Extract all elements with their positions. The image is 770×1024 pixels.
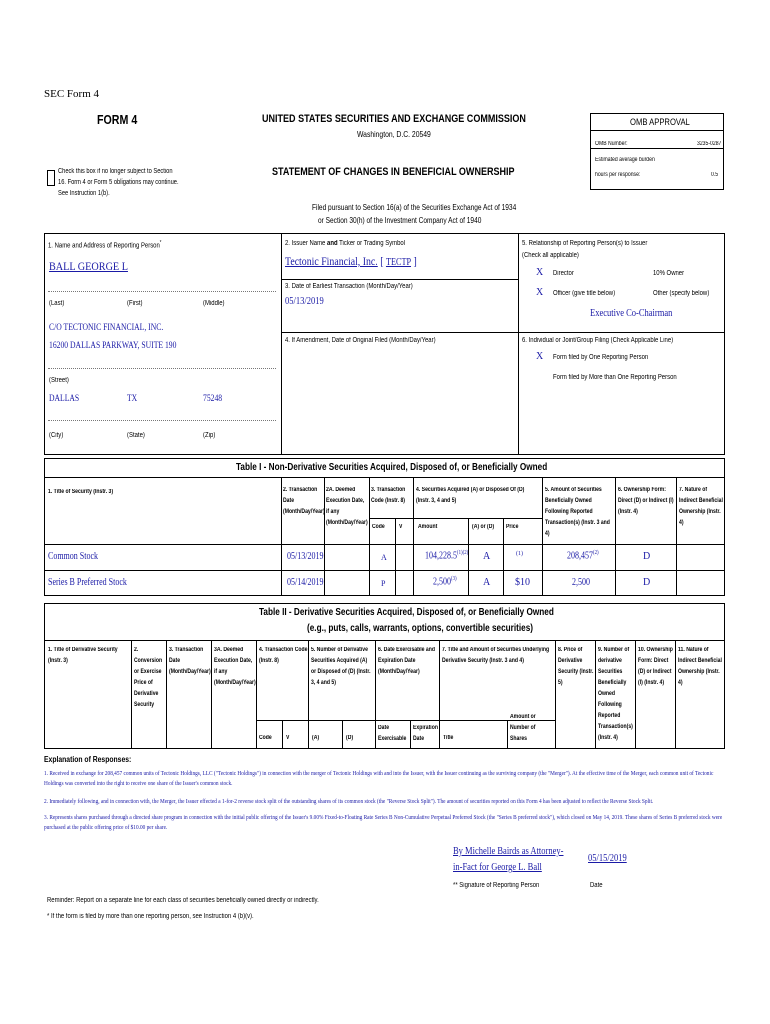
address-line2: 16200 DALLAS PARKWAY, SUITE 190 — [49, 340, 177, 350]
middle-label: (Middle) — [203, 300, 225, 307]
more-persons-label: Form filed by More than One Reporting Person — [553, 374, 677, 381]
filed-pursuant-2: or Section 30(h) of the Investment Company Act of 1940 — [318, 216, 482, 225]
t1-col2-header: 2. Transaction Date (Month/Day/Year) — [283, 487, 325, 515]
director-check: X — [536, 267, 544, 278]
t1-col3-header: 3. Transaction Code (Instr. 8) — [371, 487, 406, 504]
omb-number-label: OMB Number: — [595, 141, 628, 147]
one-person-check: X — [536, 351, 544, 362]
omb-hours-value: 0.5 — [711, 172, 719, 178]
t2-col10-header: 10. Ownership Form: Direct (D) or Indirect (I) (Instr. 4) — [638, 647, 673, 686]
t2-v-header: V — [286, 735, 290, 741]
checkbox-label: Check this box if no longer subject to Section 16. Form 4 or Form 5 obligations may continue. See Instruction 1(b). — [58, 168, 179, 197]
t2-col2-header: 2. Conversion or Exercise Price of Derivative Security — [134, 647, 163, 708]
t2-code-header: Code — [259, 735, 272, 741]
issuer-name-link[interactable]: Tectonic Financial, Inc. — [285, 254, 378, 268]
box6-label: 6. Individual or Joint/Group Filing (Check Applicable Line) — [522, 337, 674, 344]
omb-hours-label: hours per response: — [595, 172, 641, 178]
t2-date-exercisable-header: Date Exercisable — [378, 725, 407, 742]
commission-title: UNITED STATES SECURITIES AND EXCHANGE COMMISSION — [262, 113, 526, 125]
city-label: (City) — [49, 432, 64, 439]
box4-label: 4. If Amendment, Date of Original Filed (Month/Day/Year) — [285, 337, 436, 344]
city-value: DALLAS — [49, 393, 80, 403]
t1-row1-code: A — [381, 553, 387, 562]
issuer-ticker: Tectonic Financial, Inc. [ TECTP ] — [285, 254, 417, 268]
t1-row2-form: D — [643, 577, 651, 588]
officer-title: Executive Co-Chairman — [590, 308, 673, 319]
t1-row1-amount: $104,228.5^{(1)(2)}$ — [425, 550, 469, 562]
t1-col1-header: 1. Title of Security (Instr. 3) — [48, 489, 114, 495]
state-value: TX — [127, 393, 138, 403]
t1-row1-title: Common Stock — [48, 551, 99, 562]
t2-col7-header: 7. Title and Amount of Securities Underlying Derivative Security (Instr. 3 and 4) — [442, 647, 550, 664]
one-person-label: Form filed by One Reporting Person — [553, 354, 649, 361]
t1-amount-header: Amount — [418, 524, 438, 530]
officer-check: X — [536, 287, 544, 298]
t1-col7-header: 7. Nature of Indirect Beneficial Ownership (Instr. 4) — [679, 487, 723, 526]
signature-link[interactable]: By Michelle Bairds as Attorney-in-Fact for George L. Ball — [453, 846, 564, 873]
footnote-star: * If the form is filed by more than one reporting person, see Instruction 4 (b)(v). — [47, 913, 254, 920]
t1-row2-date: 05/14/2019 — [287, 577, 324, 588]
t2-title-header: Title — [443, 735, 454, 741]
t1-col6-header: 6. Ownership Form: Direct (D) or Indirect (I) (Instr. 4) — [618, 487, 674, 515]
t1-row1-date: 05/13/2019 — [287, 551, 324, 562]
box5-label1: 5. Relationship of Reporting Person(s) to Issuer — [522, 240, 648, 247]
box3-label: 3. Date of Earliest Transaction (Month/Day/Year) — [285, 283, 413, 290]
t1-row2-price: $10 — [515, 577, 530, 588]
state-label: (State) — [127, 432, 145, 439]
street-label: (Street) — [49, 377, 69, 384]
zip-value: 75248 — [203, 393, 223, 403]
t2-col3a-header: 3A. Deemed Execution Date, if any (Month/Day/Year) — [214, 647, 256, 686]
footnote-1: 1. Received in exchange for 208,457 common units of Tectonic Holdings, LLC ("Tectonic Holdings") in connection with the merger of Tectonic Holdings with and into the Issuer, with the Issuer continuing as the surviving company (the "Merger"). At the effective time of the Merger, each common unit of Tectonic Holdings was converted into the right to receive one share of the Issuer's common stock. — [44, 770, 714, 787]
t1-v-header: V — [399, 524, 403, 530]
t2-expiration-header: Expiration Date — [413, 725, 438, 742]
reporting-person-name-link[interactable]: BALL GEORGE L — [49, 259, 128, 273]
sec-form-label: SEC Form 4 — [44, 88, 100, 100]
t1-col4-header: 4. Securities Acquired (A) or Disposed Of (D) (Instr. 3, 4 and 5) — [416, 487, 525, 504]
t1-row2-owned: 2,500 — [572, 577, 590, 588]
t1-row1-price-fn: (1) — [516, 551, 523, 557]
t1-col5-header: 5. Amount of Securities Beneficially Owned Following Reported Transaction(s) (Instr. 3 and 4) — [545, 487, 610, 537]
footnote-3: 3. Represents shares purchased through a directed share program in connection with the initial public offering of the Issuer's 9.00% Fixed-to-Floating Rate Series B Non-Cumulative Perpetual Preferred Stock (the "Series B preferred stock"), which closed on May 14, 2019. These shares of Series B preferred stock were purchased at the public offering price of $10.00 per share. — [44, 814, 723, 831]
t2-col11-header: 11. Nature of Indirect Beneficial Ownership (Instr. 4) — [678, 647, 722, 686]
t1-aord-header: (A) or (D) — [472, 524, 495, 530]
table2-title1: Table II - Derivative Securities Acquired, Disposed of, or Beneficially Owned — [259, 607, 554, 618]
t1-code-header: Code — [372, 524, 385, 530]
t1-row2-ad: A — [483, 577, 491, 588]
ten-percent-owner-label: 10% Owner — [653, 270, 685, 277]
t2-amount-header: Amount or Number of Shares — [510, 714, 536, 742]
table1-title: Table I - Non-Derivative Securities Acquired, Disposed of, or Beneficially Owned — [236, 462, 548, 473]
other-label: Other (specify below) — [653, 290, 710, 297]
t1-row2-code: P — [381, 579, 386, 588]
date-label: Date — [590, 882, 603, 889]
explanation-heading: Explanation of Responses: — [44, 755, 132, 764]
box2-label: 2. Issuer Name and Ticker or Trading Symbol — [285, 240, 406, 247]
first-label: (First) — [127, 300, 143, 307]
t1-row1-form: D — [643, 551, 651, 562]
signature-date: 05/15/2019 — [588, 853, 627, 864]
t2-col5-header: 5. Number of Derivative Securities Acquired (A) or Disposed of (D) (Instr. 3, 4 and 5) — [311, 647, 371, 686]
t2-col8-header: 8. Price of Derivative Security (Instr. 5) — [558, 647, 594, 686]
filed-pursuant-1: Filed pursuant to Section 16(a) of the Securities Exchange Act of 1934 — [312, 203, 517, 212]
box1-label: 1. Name and Address of Reporting Person* — [48, 240, 162, 250]
address-line1: C/O TECTONIC FINANCIAL, INC. — [49, 322, 164, 332]
box5-label2: (Check all applicable) — [522, 252, 579, 259]
form-title: FORM 4 — [97, 112, 138, 127]
commission-city: Washington, D.C. 20549 — [357, 130, 431, 139]
t1-row1-owned: 208,457$^{(2)}$ — [567, 550, 599, 562]
t1-row2-amount: 2,500$^{(3)}$ — [433, 576, 457, 588]
officer-label: Officer (give title below) — [553, 290, 616, 297]
signature-label: ** Signature of Reporting Person — [453, 882, 540, 889]
t2-col4-header: 4. Transaction Code (Instr. 8) — [259, 647, 308, 664]
ticker-link[interactable]: TECTP — [385, 257, 412, 268]
t1-price-header: Price — [506, 524, 519, 530]
last-label: (Last) — [49, 300, 65, 307]
footnote-2: 2. Immediately following, and in connection with, the Merger, the Issuer effected a 1-for-2 reverse stock split of the outstanding shares of its common stock (the "Reverse Stock Split"). The amount of securities reported on this Form 4 has been adjusted to reflect the Reverse Stock Split. — [44, 798, 654, 805]
t2-a-header: (A) — [312, 735, 320, 741]
omb-burden-label: Estimated average burden — [595, 157, 655, 163]
reminder-text: Reminder: Report on a separate line for each class of securities beneficially owned directly or indirectly. — [47, 897, 319, 904]
t2-col9-header: 9. Number of derivative Securities Beneficially Owned Following Reported Transaction(s) (Instr. 4) — [598, 647, 633, 741]
no-longer-subject-checkbox[interactable] — [47, 170, 55, 186]
t1-row1-ad: A — [483, 551, 491, 562]
statement-title: STATEMENT OF CHANGES IN BENEFICIAL OWNERSHIP — [272, 166, 515, 178]
table2-title2: (e.g., puts, calls, warrants, options, convertible securities) — [307, 623, 534, 634]
director-label: Director — [553, 270, 574, 277]
t2-col6-header: 6. Date Exercisable and Expiration Date (Month/Day/Year) — [378, 647, 435, 675]
t2-d-header: (D) — [346, 735, 354, 741]
t2-col3-header: 3. Transaction Date (Month/Day/Year) — [169, 647, 211, 675]
earliest-transaction-date: 05/13/2019 — [285, 296, 324, 307]
t1-col2a-header: 2A. Deemed Execution Date, if any (Month/Day/Year) — [326, 487, 368, 526]
t1-row2-title: Series B Preferred Stock — [48, 577, 127, 588]
omb-title: OMB APPROVAL — [630, 117, 690, 127]
omb-number-value: 3235-0287 — [697, 141, 722, 147]
t2-col1-header: 1. Title of Derivative Security (Instr. 3) — [48, 647, 118, 664]
zip-label: (Zip) — [203, 432, 216, 439]
